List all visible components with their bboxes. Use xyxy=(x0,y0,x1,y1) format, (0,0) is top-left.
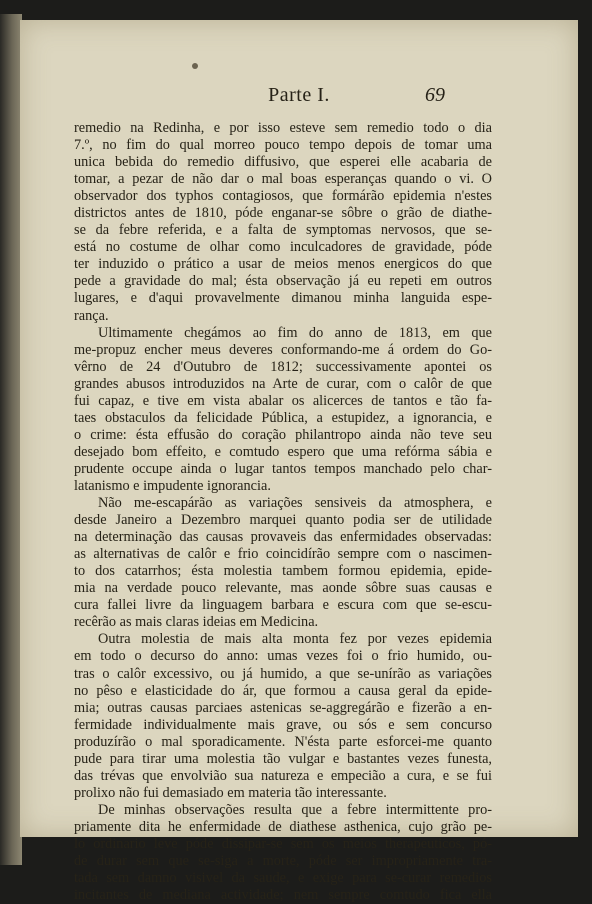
text-line: Ultimamente chegámos ao fim do anno de 1813, em que xyxy=(98,324,492,341)
page-header xyxy=(20,84,578,118)
text-line: De minhas observações resulta que a febre intermittente pro- xyxy=(98,801,492,818)
text-line: prudente occupe ainda o lugar tantos tempos manchado pelo char- xyxy=(74,460,492,477)
text-line: rança. xyxy=(74,307,109,324)
running-head: Parte I. xyxy=(268,84,330,106)
text-line: taes obstaculos da felicidade Pública, a estupidez, a ignorancia, e xyxy=(74,409,492,426)
text-line: o crime: ésta effusão do coração philantropo ainda não teve seu xyxy=(74,426,492,443)
text-line: districtos antes de 1810, póde enganar-se sôbre o grão de diathe- xyxy=(74,205,492,222)
text-line: fermidade individualmente mais grave, ou sós e sem concurso xyxy=(74,716,492,733)
text-line: de durar sem que se-siga a morte, póde ser impropriamente tra- xyxy=(74,853,492,870)
ink-spot xyxy=(192,63,198,69)
body-text xyxy=(74,120,492,904)
text-line: vêrno de 24 d'Outubro de 1812; successivamente apontei os xyxy=(74,358,492,375)
text-line: no pêso e elasticidade do ár, que formou a causa geral da epide- xyxy=(74,682,492,699)
text-line: me-propuz encher meus deveres conformando-me á ordem do Go- xyxy=(74,341,492,358)
text-line: to dos catarrhos; ésta molestia tambem formou epidemia, epide- xyxy=(74,563,492,580)
text-line: priamente dita he enfermidade de diathese asthenica, cujo grão pe- xyxy=(74,818,492,835)
text-line: incitantes de mediana actividade; nem sempre comtudo fica ella xyxy=(74,887,492,904)
text-line: cura fallei livre da linguagem barbara e escura com que se-escu- xyxy=(74,597,492,614)
text-line: as alternativas de calôr e frio coincidírão sempre com o nascimen- xyxy=(74,546,492,563)
text-line: mia; outras causas parciaes astenicas se-aggregárão e fizerão a en- xyxy=(74,699,492,716)
text-line: Outra molestia de mais alta monta fez por vezes epidemia xyxy=(98,631,492,648)
text-line: recêrão as mais claras ideias em Medicina. xyxy=(74,614,319,631)
text-line: está no costume de olhar como inculcadores de gravidade, póde xyxy=(74,239,492,256)
text-line: lugares, e d'aqui provavelmente dimanou minha languida espe- xyxy=(74,290,492,307)
text-line: unica bebida do remedio diffusivo, que esperei elle acabaria de xyxy=(74,154,492,171)
text-line: mia na verdade pouco relevante, mas aonde sôbre suas causas e xyxy=(74,580,492,597)
text-line: tomar, a pezar de não dar o mal boas esperanças quando o vi. O xyxy=(74,171,492,188)
text-line: desejado bom effeito, e comtudo espero que uma refórma sábia e xyxy=(74,443,492,460)
text-line: pude para tirar uma molestia tão vulgar e bastantes vezes funesta, xyxy=(74,750,492,767)
adjacent-page-edge xyxy=(0,14,22,865)
text-line: em todo o decurso do anno: umas vezes foi o frio humido, ou- xyxy=(74,648,492,665)
text-line: 7.º, no fim do qual morreo pouco tempo depois de tomar uma xyxy=(74,137,492,154)
text-line: pede a gravidade do mal; ésta observação já eu repeti em outros xyxy=(74,273,492,290)
text-line: lo ordinario leve póde dissipar-se sem os meios therapeuticos, pó- xyxy=(74,835,492,852)
text-line: ter induzido o prático a usar de meios menos energicos do que xyxy=(74,256,492,273)
text-line: prolixo não fui demasiado em materia tão interessante. xyxy=(74,784,387,801)
text-line: observador dos typhos contagiosos, que formárão epidemia n'estes xyxy=(74,188,492,205)
text-line: grandes abusos introduzidos na Arte de curar, com o calôr de que xyxy=(74,375,492,392)
text-line: latanismo e impudente ignorancia. xyxy=(74,477,271,494)
book-page xyxy=(20,20,578,904)
text-line: remedio na Redinha, e por isso esteve sem remedio todo o dia xyxy=(74,120,492,136)
text-line: tras o calôr excessivo, ou já humido, a que se-unírão as variações xyxy=(74,665,492,682)
text-line: das trévas que envolvião sua natureza e empecião a cura, e se fui xyxy=(74,767,492,784)
text-line: desde Janeiro a Dezembro marquei quanto podia ser de utilidade xyxy=(74,512,492,529)
text-line: fui capaz, e tive em vista abalar os alicerces de tantos e tão fa- xyxy=(74,392,492,409)
text-line: se da febre referida, e a falta de symptomas nervosos, que se- xyxy=(74,222,492,239)
page-number: 69 xyxy=(425,84,445,106)
text-line: Não me-escapárão as variações sensiveis da atmosphera, e xyxy=(98,495,492,512)
text-line: produzírão o mal sporadicamente. N'ésta parte esforcei-me quanto xyxy=(74,733,492,750)
text-line: na determinação das causas provaveis das enfermidades observadas: xyxy=(74,529,492,546)
text-line: tada sem damno visivel da saude, e exige para se-curar remedios xyxy=(74,870,492,887)
